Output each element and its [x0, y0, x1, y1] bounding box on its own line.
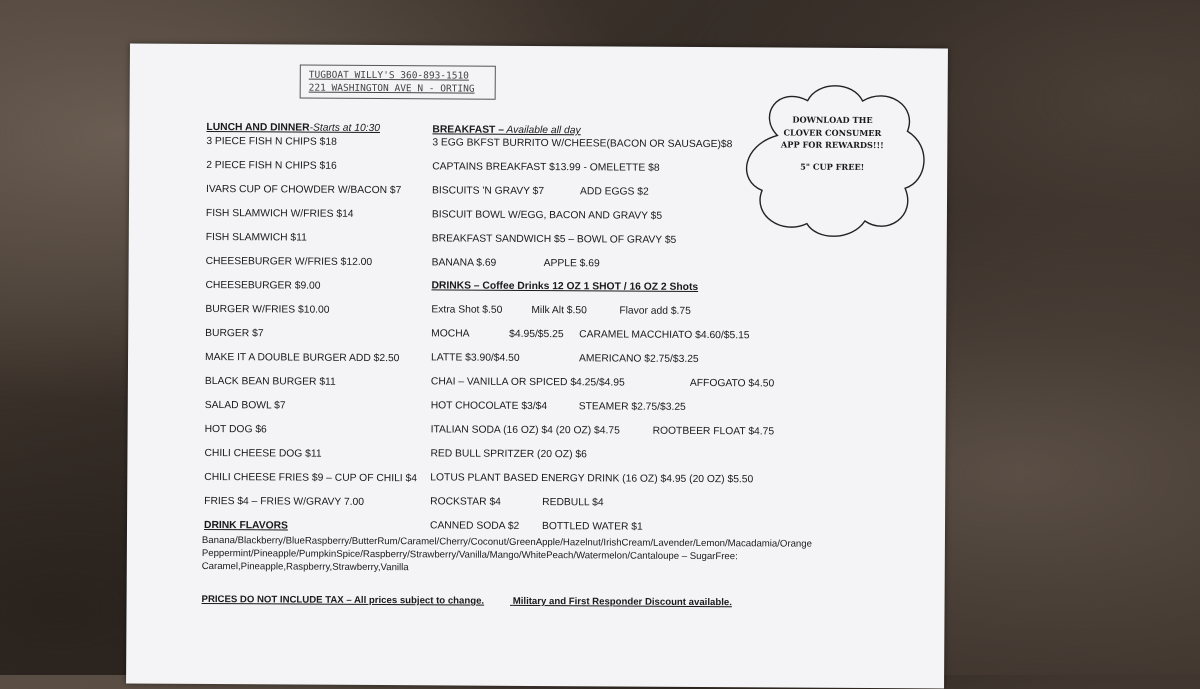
- promo-text: [757, 113, 907, 173]
- menu-item: BISCUIT BOWL W/EGG, BACON AND GRAVY $5: [431, 209, 663, 222]
- menu-item: CHILI CHEESE DOG $11: [204, 447, 322, 460]
- menu-item: CANNED SODA $2: [429, 520, 520, 532]
- menu-item: Extra Shot $.50: [431, 304, 503, 316]
- promo-line: DOWNLOAD THE: [792, 114, 873, 126]
- menu-item: MAKE IT A DOUBLE BURGER ADD $2.50: [205, 351, 400, 365]
- menu-item: BREAKFAST SANDWICH $5 – BOWL OF GRAVY $5: [431, 233, 677, 246]
- header-address: 221 WASHINGTON AVE N - ORTING: [308, 82, 475, 95]
- menu-item: Flavor add $.75: [619, 305, 691, 317]
- menu-item: BISCUITS 'N GRAVY $7: [432, 185, 545, 198]
- menu-item: SALAD BOWL $7: [204, 399, 286, 412]
- breakfast-title: BREAKFAST – Available all day: [432, 124, 581, 137]
- header-phone: TUGBOAT WILLY'S 360-893-1510: [308, 69, 469, 82]
- menu-item: 2 PIECE FISH N CHIPS $16: [206, 159, 337, 172]
- menu-item: ROCKSTAR $4: [430, 496, 501, 508]
- menu-item: REDBULL $4: [542, 497, 604, 509]
- menu-item: RED BULL SPRITZER (20 OZ) $6: [430, 448, 587, 461]
- menu-item: ITALIAN SODA (16 OZ) $4 (20 OZ) $4.75: [430, 424, 620, 437]
- menu-item: BURGER $7: [205, 327, 264, 340]
- menu-item: CHILI CHEESE FRIES $9 – CUP OF CHILI $4: [204, 471, 418, 485]
- menu-item: CHEESEBURGER W/FRIES $12.00: [205, 255, 373, 268]
- menu-item: 3 PIECE FISH N CHIPS $18: [206, 135, 337, 148]
- promo-line: CLOVER CONSUMER: [783, 127, 882, 138]
- footer-note: [202, 594, 758, 608]
- tax-note: PRICES DO NOT INCLUDE TAX – All prices subject to change.: [201, 593, 485, 607]
- menu-item: MOCHA: [431, 328, 470, 340]
- menu-item: ADD EGGS $2: [580, 186, 649, 198]
- menu-item: LOTUS PLANT BASED ENERGY DRINK (16 OZ) $4.95 (20 OZ) $5.50: [430, 472, 754, 486]
- menu-item: CHEESEBURGER $9.00: [205, 279, 321, 292]
- menu-item: HOT CHOCOLATE $3/$4: [430, 400, 548, 413]
- discount-note: Military and First Responder Discount available.: [512, 595, 732, 609]
- menu-item: FISH SLAMWICH $11: [205, 231, 307, 244]
- flavors-line: Banana/Blackberry/BlueRaspberry/ButterRum/Caramel/Cherry/Coconut/GreenApple/Hazelnut/IrishCream/Lavender/Lemon/Macadamia/Orange: [201, 534, 812, 550]
- promo-offer: 5" CUP FREE!: [800, 161, 865, 172]
- menu-item: Milk Alt $.50: [531, 304, 587, 317]
- menu-item: AMERICANO $2.75/$3.25: [579, 353, 699, 365]
- flavors-line: Peppermint/Pineapple/PumpkinSpice/Raspberry/Strawberry/Vanilla/Mango/WhitePeach/Watermelon/Cantaloupe – SugarFree:: [201, 547, 738, 563]
- menu-item: BURGER W/FRIES $10.00: [205, 303, 330, 316]
- menu-item: STEAMER $2.75/$3.25: [578, 401, 686, 413]
- menu-item: $4.95/$5.25: [509, 328, 564, 341]
- flavors-line: Caramel,Pineapple,Raspberry,Strawberry,Vanilla: [201, 560, 409, 574]
- menu-item: FRIES $4 – FRIES W/GRAVY 7.00: [204, 495, 365, 508]
- menu-item: 3 EGG BKFST BURRITO W/CHEESE(BACON OR SAUSAGE)$8: [432, 137, 733, 151]
- drink-flavors-title: DRINK FLAVORS: [203, 519, 288, 532]
- menu-item: APPLE $.69: [543, 258, 600, 270]
- drinks-title: DRINKS – Coffee Drinks 12 OZ 1 SHOT / 16 OZ 2 Shots: [431, 280, 699, 293]
- menu-paper: [126, 44, 948, 689]
- menu-item: BANANA $.69: [431, 257, 497, 269]
- menu-item: ROOTBEER FLOAT $4.75: [652, 425, 775, 438]
- promo-line: APP FOR REWARDS!!!: [780, 139, 884, 151]
- menu-item: CARAMEL MACCHIATO $4.60/$5.15: [579, 329, 750, 342]
- header-box: [300, 65, 496, 100]
- lunch-title: LUNCH AND DINNER-Starts at 10:30: [206, 121, 381, 135]
- menu-item: CHAI – VANILLA OR SPICED $4.25/$4.95: [430, 376, 625, 389]
- menu-item: LATTE $3.90/$4.50: [431, 352, 520, 364]
- menu-item: BOTTLED WATER $1: [541, 521, 643, 533]
- menu-item: BLACK BEAN BURGER $11: [204, 375, 336, 388]
- menu-item: FISH SLAMWICH W/FRIES $14: [205, 207, 354, 220]
- menu-item: IVARS CUP OF CHOWDER W/BACON $7: [206, 183, 402, 197]
- menu-item: CAPTAINS BREAKFAST $13.99 - OMELETTE $8: [432, 161, 660, 174]
- menu-item: AFFOGATO $4.50: [689, 377, 775, 390]
- menu-item: HOT DOG $6: [204, 423, 267, 436]
- drink-flavors-list: [202, 534, 902, 577]
